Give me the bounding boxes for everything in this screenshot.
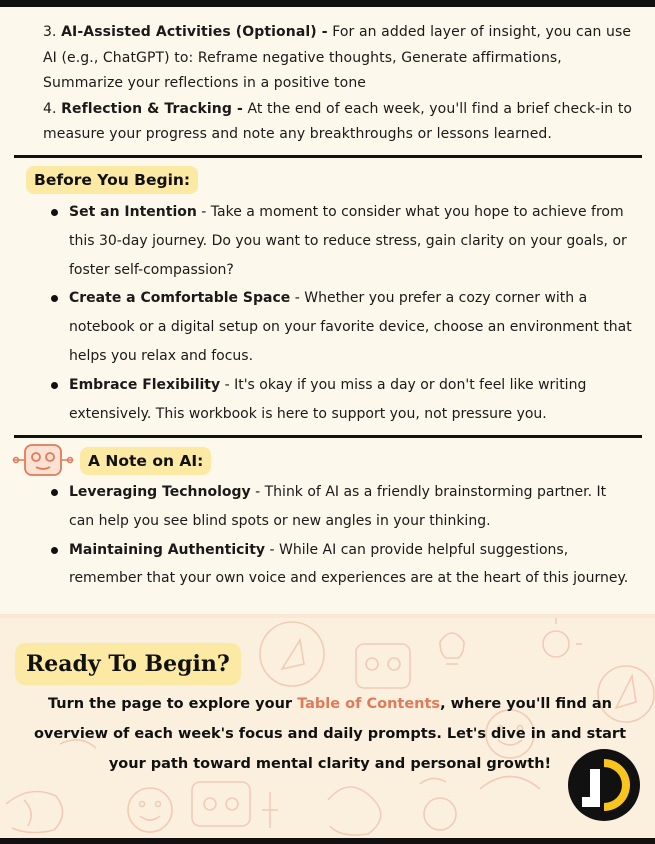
intro-item-3 [43,20,633,97]
item-number: 4. [43,100,57,117]
list-item-title: Create a Comfortable Space [69,290,291,307]
top-border [0,0,655,7]
list-item-title: Set an Intention [69,204,197,220]
list-item-text: - Think of AI as a friendly brainstorming partner. It can help you see blind spots or new angles in your thinking. [69,484,607,529]
intro-section [43,20,633,148]
ai-note-list [50,478,635,593]
cta-text: Turn the page to explore your [48,696,298,712]
ai-note-heading: A Note on AI: [80,447,211,475]
robot-icon [12,441,74,479]
list-item [50,284,635,370]
list-item-title: Maintaining Authenticity [69,541,266,558]
list-item [50,371,635,429]
list-item [50,198,635,284]
brand-logo-icon [566,747,642,823]
list-item-text: - It's okay if you miss a day or don't feel like writing extensively. This workbook is here to support you, not pressure you. [69,376,587,422]
bottom-border [0,838,655,844]
intro-item-4 [43,97,633,148]
list-item-text: - Take a moment to consider what you hope to achieve from this 30-day journey. Do you want to reduce stress, gain clarity on your goals, or foster self-compassion? [69,204,627,278]
item-number: 3. [43,24,57,40]
before-you-begin-list [50,198,635,428]
item-title: Reflection & Tracking - [61,100,243,117]
section-divider [14,155,642,158]
item-text: For an added layer of insight, you can use AI (e.g., ChatGPT) to: Reframe negative thoughts, Generate affirmations, Summarize your reflections in a positive tone [43,24,632,91]
section-divider [14,435,642,438]
cta-text: , where you'll find an overview of each week's focus and daily prompts. Let's dive in and start your path toward mental clarity and personal growth! [33,696,627,772]
ready-to-begin-heading: Ready To Begin? [15,643,241,685]
table-of-contents-link[interactable]: Table of Contents [297,696,441,712]
call-to-action-text [30,689,630,779]
item-text: At the end of each week, you'll find a brief check-in to measure your progress and note any breakthroughs or lessons learned. [43,100,633,142]
before-you-begin-heading: Before You Begin: [26,166,198,194]
list-item-title: Embrace Flexibility [69,376,221,393]
item-title: AI-Assisted Activities (Optional) - [61,24,328,40]
list-item-title: Leveraging Technology [69,484,251,500]
list-item [50,536,635,594]
list-item-text: - While AI can provide helpful suggestions, remember that your own voice and experiences are at the heart of this journey. [69,541,629,587]
footer-banner [0,614,655,838]
list-item [50,478,635,536]
list-item-text: - Whether you prefer a cozy corner with a notebook or a digital setup on your favorite device, choose an environment that helps you relax and focus. [69,290,632,364]
